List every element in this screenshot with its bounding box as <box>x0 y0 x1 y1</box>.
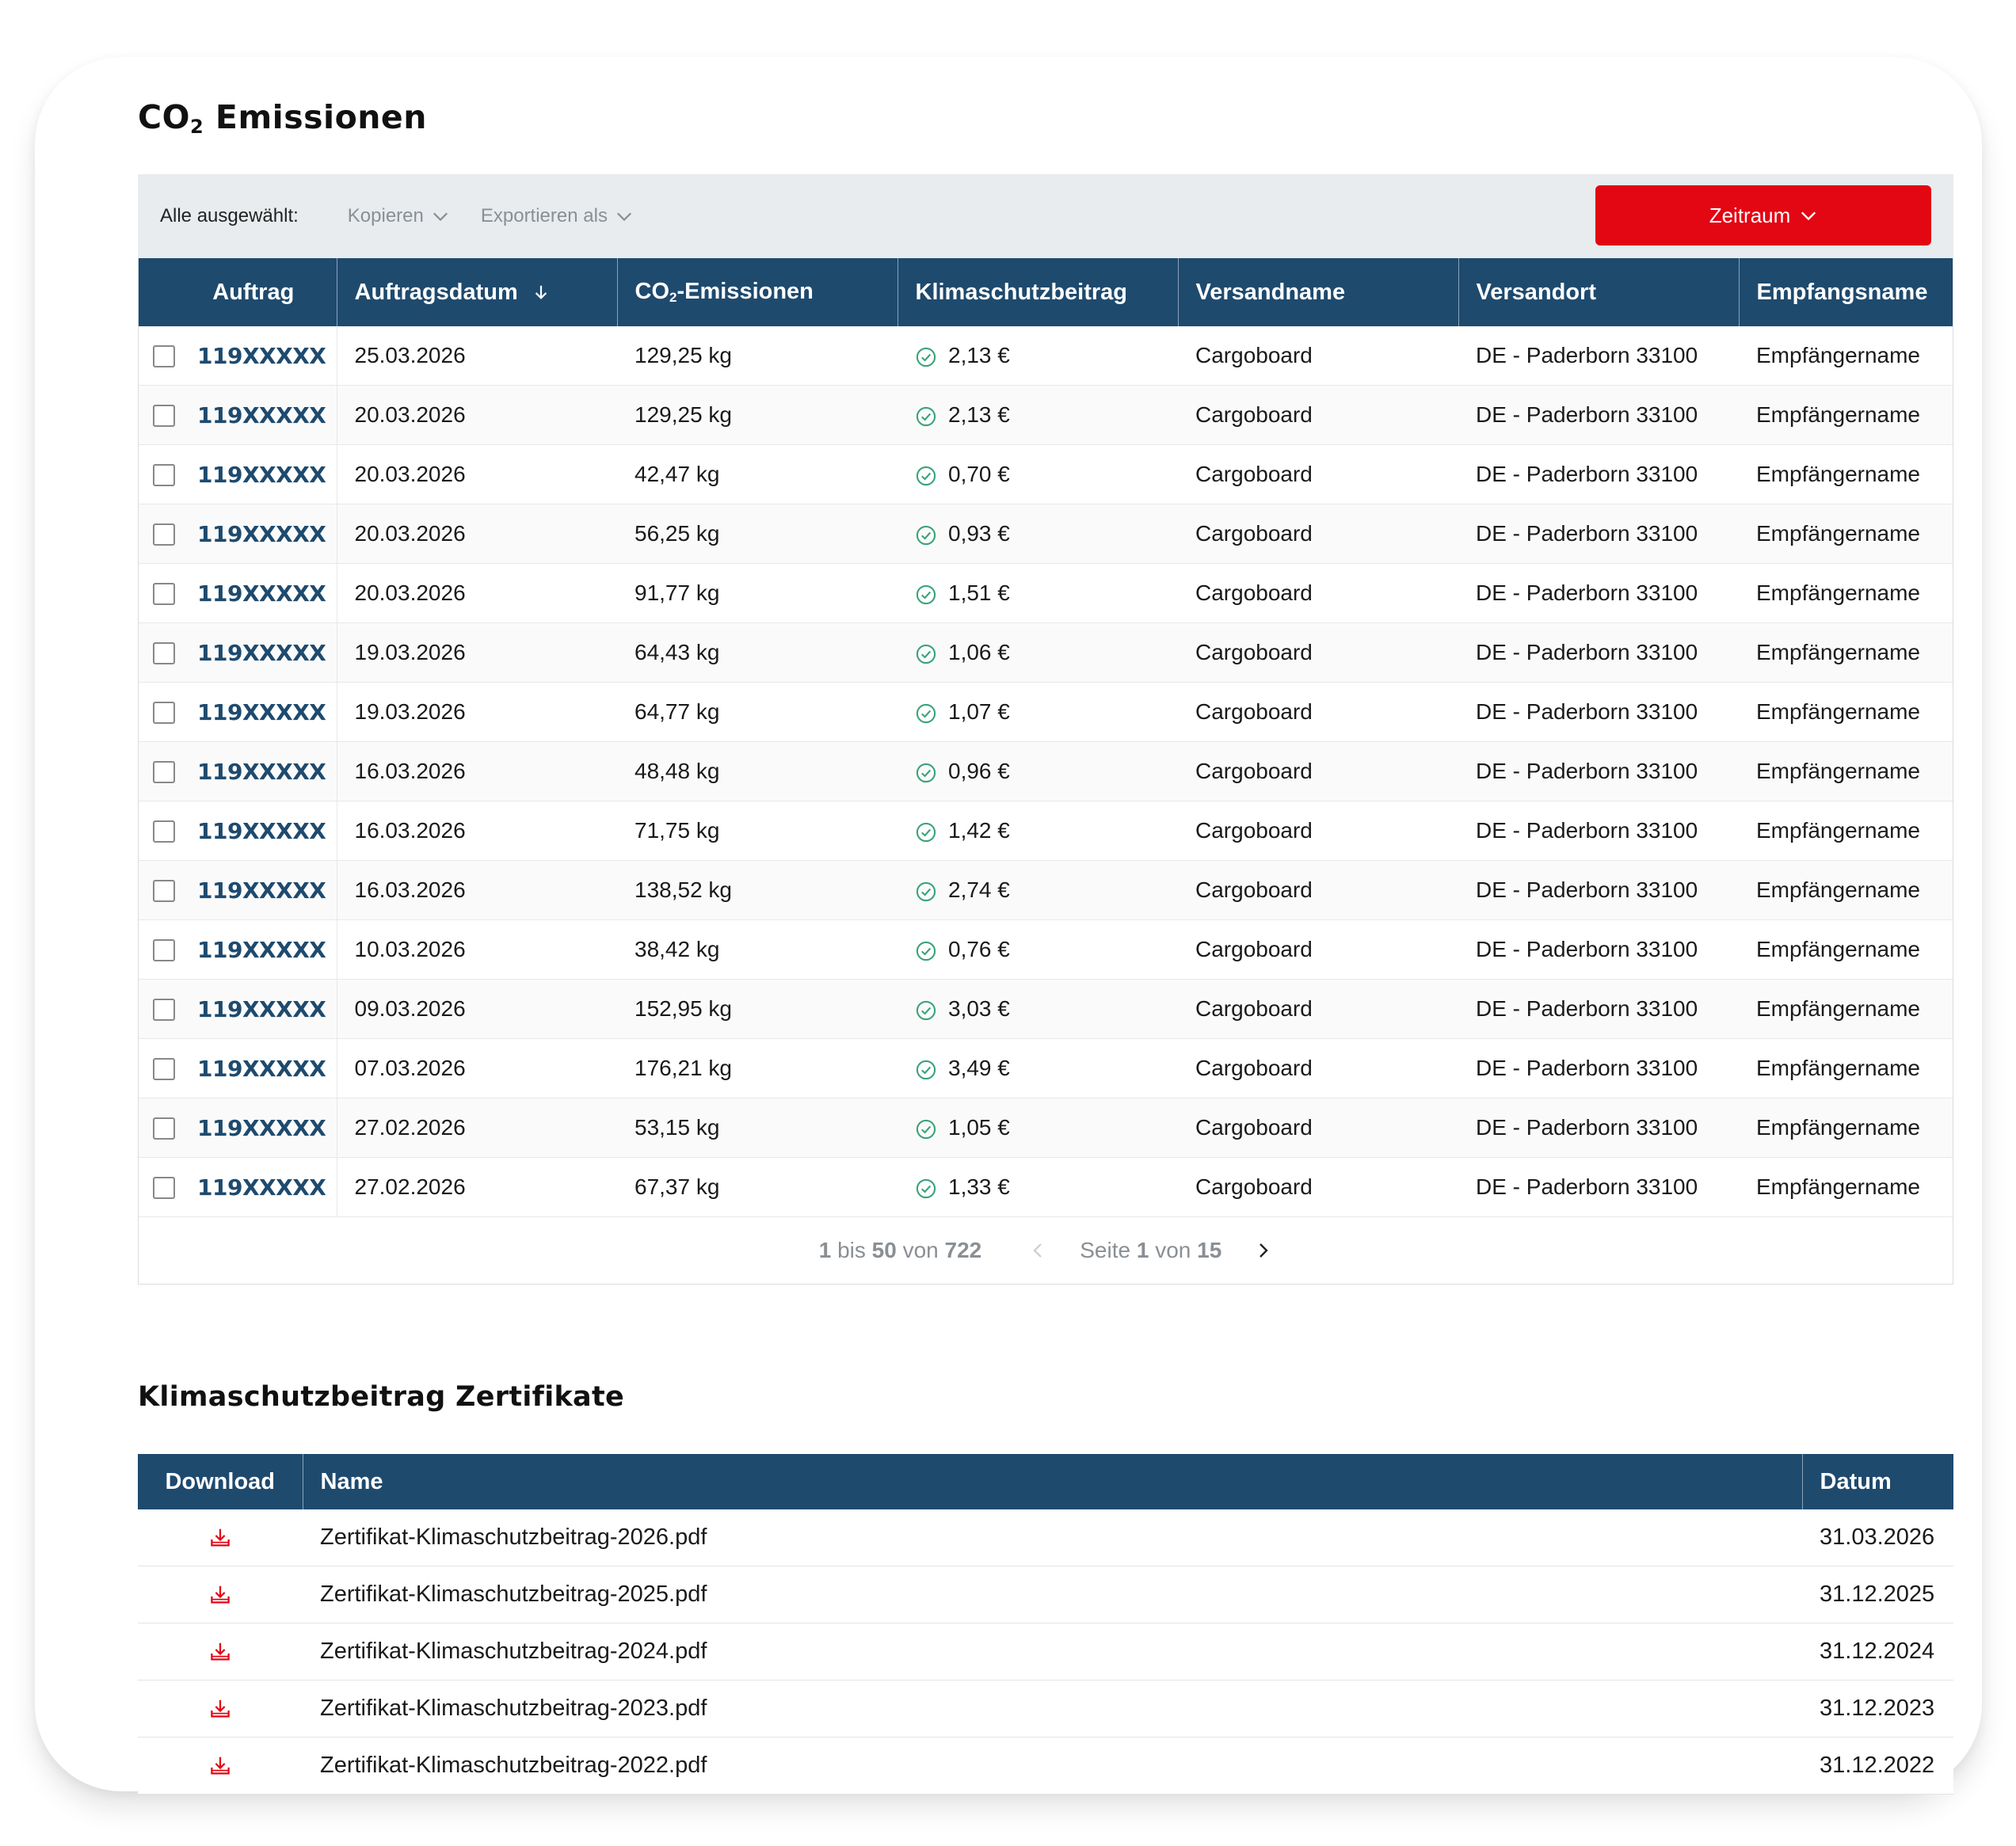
column-header-download: Download <box>138 1454 303 1509</box>
order-link[interactable]: 119XXXXX <box>197 343 326 370</box>
recipient-name-cell: Empfängername <box>1739 683 1953 742</box>
order-cell <box>139 1039 337 1098</box>
date-cell: 16.03.2026 <box>337 742 617 801</box>
contribution-cell <box>897 1098 1178 1158</box>
download-cell <box>138 1623 303 1680</box>
order-link[interactable]: 119XXXXX <box>197 521 326 548</box>
sender-location-cell: DE - Paderborn 33100 <box>1458 386 1739 445</box>
emissions-cell: 56,25 kg <box>617 504 897 564</box>
check-circle-icon <box>915 940 937 962</box>
date-cell: 09.03.2026 <box>337 980 617 1039</box>
emissions-cell: 48,48 kg <box>617 742 897 801</box>
sender-name-cell: Cargoboard <box>1178 801 1458 861</box>
date-cell: 25.03.2026 <box>337 326 617 386</box>
row-checkbox[interactable] <box>153 1117 175 1140</box>
table-row <box>139 386 1953 445</box>
column-header-emissions[interactable]: $CO_2$-Emissionen <box>617 258 897 326</box>
copy-dropdown-button[interactable] <box>348 205 449 227</box>
check-circle-icon <box>915 1178 937 1200</box>
order-cell <box>139 861 337 920</box>
column-header-recipient-name[interactable]: Empfangsname <box>1739 258 1953 326</box>
contribution-value: 0,96 € <box>948 759 1010 783</box>
date-cell: 16.03.2026 <box>337 801 617 861</box>
contribution-cell <box>897 386 1178 445</box>
order-link[interactable]: 119XXXXX <box>197 937 326 964</box>
certificate-date: 31.03.2026 <box>1802 1509 1953 1566</box>
contribution-value: 1,06 € <box>948 640 1010 664</box>
check-circle-icon <box>915 821 937 843</box>
sender-location-cell: DE - Paderborn 33100 <box>1458 980 1739 1039</box>
sender-location-cell: DE - Paderborn 33100 <box>1458 326 1739 386</box>
order-cell <box>139 1158 337 1217</box>
contribution-value: 0,70 € <box>948 462 1010 486</box>
check-circle-icon <box>915 465 937 487</box>
check-circle-icon <box>915 643 937 665</box>
order-link[interactable]: 119XXXXX <box>197 818 326 845</box>
selection-label: Alle ausgewählt: <box>160 205 299 226</box>
table-row <box>139 1158 1953 1217</box>
certificates-table-header <box>138 1454 1953 1509</box>
date-cell: 19.03.2026 <box>337 683 617 742</box>
sender-name-cell: Cargoboard <box>1178 861 1458 920</box>
sender-location-cell: DE - Paderborn 33100 <box>1458 1039 1739 1098</box>
check-circle-icon <box>915 1118 937 1140</box>
table-row <box>139 564 1953 623</box>
contribution-value: 1,07 € <box>948 699 1010 724</box>
contribution-cell <box>897 742 1178 801</box>
page-title: $CO_2$ Emissionen <box>138 98 427 138</box>
emissions-cell: 42,47 kg <box>617 445 897 504</box>
contribution-value: 3,49 € <box>948 1056 1010 1080</box>
recipient-name-cell: Empfängername <box>1739 861 1953 920</box>
contribution-cell <box>897 980 1178 1039</box>
row-checkbox[interactable] <box>153 999 175 1021</box>
table-toolbar <box>138 174 1953 258</box>
contribution-cell <box>897 504 1178 564</box>
content-card <box>35 57 1982 1791</box>
check-circle-icon <box>915 999 937 1022</box>
column-header-date[interactable]: Auftragsdatum <box>337 258 617 326</box>
sender-location-cell: DE - Paderborn 33100 <box>1458 564 1739 623</box>
column-header-sender-location[interactable]: Versandort <box>1458 258 1739 326</box>
download-cell <box>138 1566 303 1623</box>
order-link[interactable]: 119XXXXX <box>197 1115 326 1142</box>
table-row <box>139 1098 1953 1158</box>
emissions-cell: 129,25 kg <box>617 386 897 445</box>
emissions-cell: 176,21 kg <box>617 1039 897 1098</box>
sender-name-cell: Cargoboard <box>1178 504 1458 564</box>
table-row <box>139 445 1953 504</box>
table-row <box>139 683 1953 742</box>
column-header-contribution[interactable]: Klimaschutzbeitrag <box>897 258 1178 326</box>
contribution-cell <box>897 1039 1178 1098</box>
date-cell: 20.03.2026 <box>337 386 617 445</box>
check-circle-icon <box>915 1059 937 1081</box>
table-row <box>139 920 1953 980</box>
recipient-name-cell: Empfängername <box>1739 980 1953 1039</box>
emissions-cell: 71,75 kg <box>617 801 897 861</box>
download-cell <box>138 1509 303 1566</box>
table-row <box>139 504 1953 564</box>
recipient-name-cell: Empfängername <box>1739 1039 1953 1098</box>
contribution-cell <box>897 445 1178 504</box>
certificate-name[interactable]: Zertifikat-Klimaschutzbeitrag-2022.pdf <box>303 1738 1802 1795</box>
order-link[interactable]: 119XXXXX <box>197 462 326 489</box>
export-dropdown-button[interactable] <box>481 205 633 227</box>
sender-name-cell: Cargoboard <box>1178 564 1458 623</box>
emissions-table <box>139 258 1953 1217</box>
column-header-cert-date: Datum <box>1802 1454 1953 1509</box>
emissions-cell: 53,15 kg <box>617 1098 897 1158</box>
sender-location-cell: DE - Paderborn 33100 <box>1458 861 1739 920</box>
sender-name-cell: Cargoboard <box>1178 623 1458 683</box>
contribution-value: 2,13 € <box>948 402 1010 427</box>
contribution-value: 2,13 € <box>948 343 1010 367</box>
download-cell <box>138 1680 303 1738</box>
sender-name-cell: Cargoboard <box>1178 326 1458 386</box>
list-item <box>138 1509 1953 1566</box>
recipient-name-cell: Empfängername <box>1739 564 1953 623</box>
contribution-value: 1,42 € <box>948 818 1010 843</box>
date-cell: 20.03.2026 <box>337 445 617 504</box>
contribution-value: 0,93 € <box>948 521 1010 546</box>
list-item <box>138 1738 1953 1795</box>
contribution-cell <box>897 564 1178 623</box>
sender-location-cell: DE - Paderborn 33100 <box>1458 504 1739 564</box>
order-cell <box>139 504 337 564</box>
row-checkbox[interactable] <box>153 642 175 664</box>
contribution-cell <box>897 683 1178 742</box>
emissions-cell: 138,52 kg <box>617 861 897 920</box>
recipient-name-cell: Empfängername <box>1739 386 1953 445</box>
row-checkbox[interactable] <box>153 1177 175 1199</box>
certificate-name[interactable]: Zertifikat-Klimaschutzbeitrag-2026.pdf <box>303 1509 1802 1566</box>
sender-location-cell: DE - Paderborn 33100 <box>1458 1158 1739 1217</box>
emissions-cell: 129,25 kg <box>617 326 897 386</box>
date-cell: 20.03.2026 <box>337 504 617 564</box>
recipient-name-cell: Empfängername <box>1739 801 1953 861</box>
order-link[interactable]: 119XXXXX <box>197 580 326 607</box>
contribution-value: 3,03 € <box>948 996 1010 1021</box>
sender-name-cell: Cargoboard <box>1178 742 1458 801</box>
export-label: Exportieren als <box>480 205 608 226</box>
emissions-cell: 91,77 kg <box>617 564 897 623</box>
certificates-table <box>138 1454 1953 1795</box>
emissions-cell: 67,37 kg <box>617 1158 897 1217</box>
recipient-name-cell: Empfängername <box>1739 1158 1953 1217</box>
chevron-down-icon <box>1800 207 1817 224</box>
arrow-down-icon <box>532 284 550 301</box>
row-checkbox[interactable] <box>153 523 175 546</box>
certificate-date: 31.12.2022 <box>1802 1738 1953 1795</box>
check-circle-icon <box>915 346 937 368</box>
row-checkbox[interactable] <box>153 761 175 783</box>
contribution-cell <box>897 920 1178 980</box>
list-item <box>138 1680 1953 1738</box>
emissions-cell: 64,43 kg <box>617 623 897 683</box>
order-link[interactable]: 119XXXXX <box>197 1056 326 1083</box>
row-checkbox[interactable] <box>153 820 175 843</box>
emissions-cell: 64,77 kg <box>617 683 897 742</box>
contribution-value: 1,51 € <box>948 580 1010 605</box>
download-icon[interactable] <box>208 1583 232 1607</box>
chevron-right-icon[interactable] <box>1253 1241 1272 1260</box>
order-link[interactable]: 119XXXXX <box>197 1174 326 1201</box>
emissions-table-header <box>139 258 1953 326</box>
emissions-cell: 152,95 kg <box>617 980 897 1039</box>
certificate-date: 31.12.2025 <box>1802 1566 1953 1623</box>
list-item <box>138 1566 1953 1623</box>
certificate-name[interactable]: Zertifikat-Klimaschutzbeitrag-2025.pdf <box>303 1566 1802 1623</box>
certificate-date: 31.12.2024 <box>1802 1623 1953 1680</box>
certificate-name[interactable]: Zertifikat-Klimaschutzbeitrag-2023.pdf <box>303 1680 1802 1738</box>
sender-name-cell: Cargoboard <box>1178 920 1458 980</box>
table-row <box>139 861 1953 920</box>
contribution-cell <box>897 801 1178 861</box>
sender-location-cell: DE - Paderborn 33100 <box>1458 445 1739 504</box>
order-cell <box>139 801 337 861</box>
contribution-value: 1,33 € <box>948 1174 1010 1199</box>
contribution-cell <box>897 1158 1178 1217</box>
date-cell: 16.03.2026 <box>337 861 617 920</box>
column-header-sender-name[interactable]: Versandname <box>1178 258 1458 326</box>
check-circle-icon <box>915 881 937 903</box>
order-cell <box>139 623 337 683</box>
download-cell <box>138 1738 303 1795</box>
sender-location-cell: DE - Paderborn 33100 <box>1458 801 1739 861</box>
period-dropdown-button[interactable] <box>1595 185 1931 245</box>
sender-name-cell: Cargoboard <box>1178 1098 1458 1158</box>
sender-name-cell: Cargoboard <box>1178 1158 1458 1217</box>
contribution-cell <box>897 326 1178 386</box>
sender-name-cell: Cargoboard <box>1178 980 1458 1039</box>
order-link[interactable]: 119XXXXX <box>197 640 326 667</box>
sender-location-cell: DE - Paderborn 33100 <box>1458 623 1739 683</box>
date-cell: 20.03.2026 <box>337 564 617 623</box>
date-cell: 19.03.2026 <box>337 623 617 683</box>
column-header-order[interactable]: Auftrag <box>139 258 337 326</box>
row-checkbox[interactable] <box>153 1058 175 1080</box>
contribution-value: 0,76 € <box>948 937 1010 961</box>
date-cell: 07.03.2026 <box>337 1039 617 1098</box>
download-icon[interactable] <box>208 1526 232 1550</box>
order-link[interactable]: 119XXXXX <box>197 402 326 429</box>
chevron-down-icon <box>432 207 449 225</box>
check-circle-icon <box>915 405 937 428</box>
contribution-cell <box>897 623 1178 683</box>
row-checkbox[interactable] <box>153 405 175 427</box>
certificates-table-body <box>138 1509 1953 1795</box>
table-row <box>139 1039 1953 1098</box>
order-cell <box>139 564 337 623</box>
recipient-name-cell: Empfängername <box>1739 326 1953 386</box>
order-cell <box>139 445 337 504</box>
sender-location-cell: DE - Paderborn 33100 <box>1458 683 1739 742</box>
order-link[interactable]: 119XXXXX <box>197 877 326 904</box>
recipient-name-cell: Empfängername <box>1739 742 1953 801</box>
check-circle-icon <box>915 762 937 784</box>
emissions-cell: 38,42 kg <box>617 920 897 980</box>
download-icon[interactable] <box>208 1640 232 1664</box>
order-cell <box>139 1098 337 1158</box>
certificates-title: Klimaschutzbeitrag Zertifikate <box>138 1381 625 1413</box>
period-label: Zeitraum <box>1709 203 1791 227</box>
check-circle-icon <box>915 702 937 725</box>
certificate-date: 31.12.2023 <box>1802 1680 1953 1738</box>
recipient-name-cell: Empfängername <box>1739 1098 1953 1158</box>
table-row <box>139 801 1953 861</box>
recipient-name-cell: Empfängername <box>1739 504 1953 564</box>
row-checkbox[interactable] <box>153 464 175 486</box>
sender-location-cell: DE - Paderborn 33100 <box>1458 920 1739 980</box>
download-icon[interactable] <box>208 1754 232 1778</box>
contribution-cell <box>897 861 1178 920</box>
sender-name-cell: Cargoboard <box>1178 445 1458 504</box>
order-cell <box>139 386 337 445</box>
sender-name-cell: Cargoboard <box>1178 1039 1458 1098</box>
certificates-table-container <box>138 1454 1953 1795</box>
check-circle-icon <box>915 584 937 606</box>
emissions-table-container <box>138 258 1953 1285</box>
emissions-table-body <box>139 326 1953 1217</box>
list-item <box>138 1623 1953 1680</box>
order-link[interactable]: 119XXXXX <box>197 996 326 1023</box>
chevron-down-icon <box>615 207 633 225</box>
row-checkbox[interactable] <box>153 702 175 724</box>
pagination-range: 1 bis 50 von 722 <box>818 1238 982 1262</box>
recipient-name-cell: Empfängername <box>1739 920 1953 980</box>
table-row <box>139 742 1953 801</box>
order-link[interactable]: 119XXXXX <box>197 699 326 726</box>
column-header-name: Name <box>303 1454 1802 1509</box>
date-cell: 10.03.2026 <box>337 920 617 980</box>
contribution-value: 2,74 € <box>948 877 1010 902</box>
date-cell: 27.02.2026 <box>337 1158 617 1217</box>
chevron-left-icon[interactable] <box>1029 1241 1048 1260</box>
table-row <box>139 623 1953 683</box>
sender-location-cell: DE - Paderborn 33100 <box>1458 1098 1739 1158</box>
order-cell <box>139 980 337 1039</box>
table-row <box>139 980 1953 1039</box>
date-cell: 27.02.2026 <box>337 1098 617 1158</box>
recipient-name-cell: Empfängername <box>1739 445 1953 504</box>
row-checkbox[interactable] <box>153 583 175 605</box>
pagination <box>139 1217 1953 1284</box>
order-cell <box>139 326 337 386</box>
sender-location-cell: DE - Paderborn 33100 <box>1458 742 1739 801</box>
order-cell <box>139 742 337 801</box>
download-icon[interactable] <box>208 1697 232 1721</box>
copy-label: Kopieren <box>347 205 424 226</box>
order-cell <box>139 920 337 980</box>
order-cell <box>139 683 337 742</box>
row-checkbox[interactable] <box>153 939 175 961</box>
certificate-name[interactable]: Zertifikat-Klimaschutzbeitrag-2024.pdf <box>303 1623 1802 1680</box>
row-checkbox[interactable] <box>153 345 175 367</box>
order-link[interactable]: 119XXXXX <box>197 759 326 786</box>
check-circle-icon <box>915 524 937 546</box>
contribution-value: 1,05 € <box>948 1115 1010 1140</box>
pagination-page: Seite 1 von 15 <box>1080 1238 1222 1262</box>
table-row <box>139 326 1953 386</box>
sender-name-cell: Cargoboard <box>1178 683 1458 742</box>
recipient-name-cell: Empfängername <box>1739 623 1953 683</box>
sender-name-cell: Cargoboard <box>1178 386 1458 445</box>
row-checkbox[interactable] <box>153 880 175 902</box>
